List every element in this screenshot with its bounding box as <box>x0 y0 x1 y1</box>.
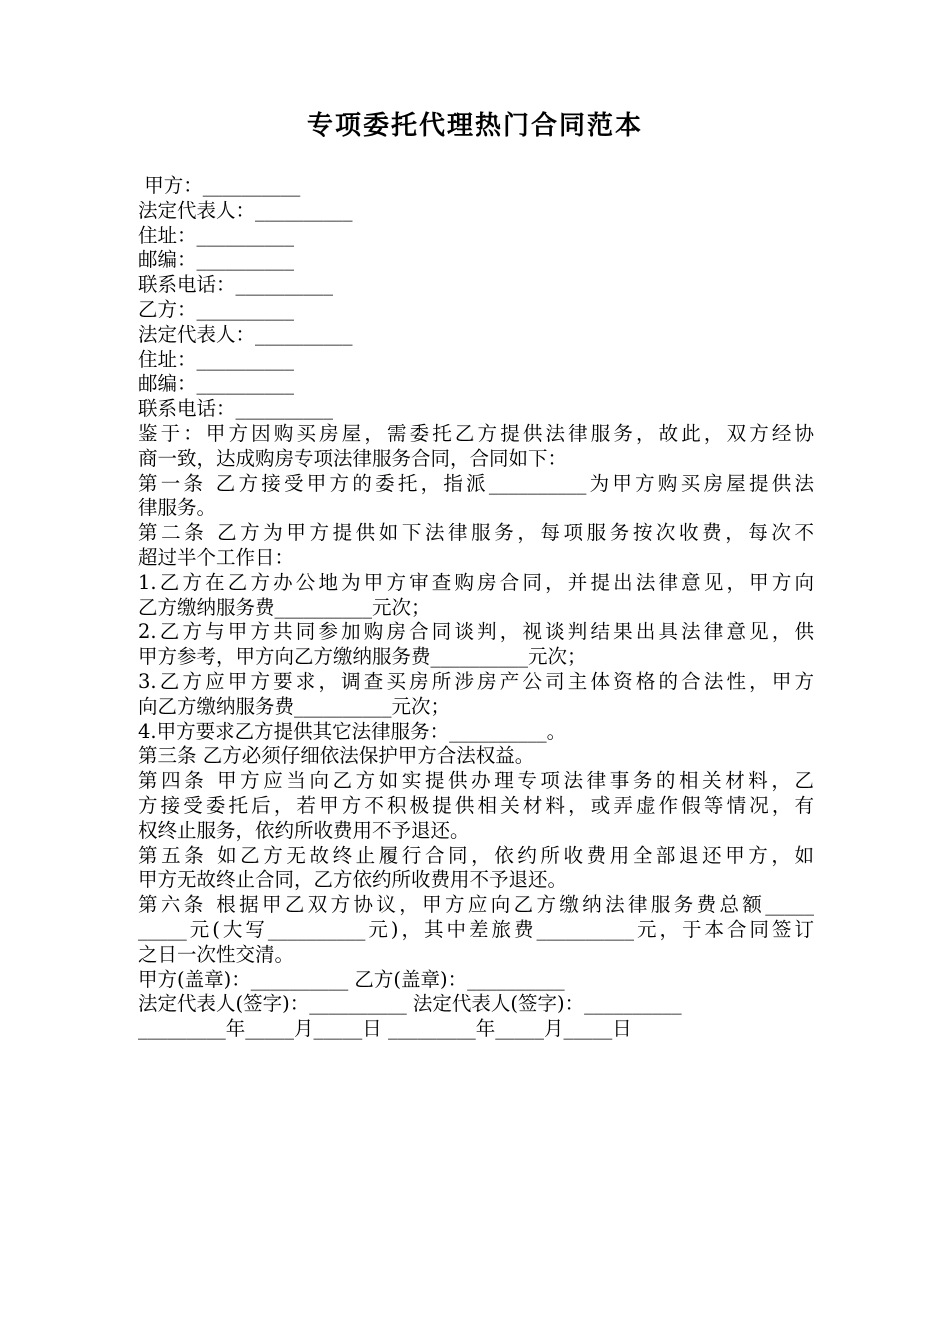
preamble-line: 鉴于：甲方因购买房屋，需委托乙方提供法律服务，故此，双方经协 <box>138 421 814 445</box>
service-4-line: 4.甲方要求乙方提供其它法律服务：__________。 <box>138 719 567 743</box>
article-5-line: 甲方无故终止合同，乙方依约所收费用不予退还。 <box>138 868 568 892</box>
party-b-phone: 联系电话：__________ <box>138 397 334 421</box>
party-b-postcode: 邮编：__________ <box>138 372 295 396</box>
preamble-line: 商一致，达成购房专项法律服务合同，合同如下： <box>138 446 568 470</box>
party-a-representative: 法定代表人：__________ <box>138 198 353 222</box>
service-1-line: 乙方缴纳服务费__________元次； <box>138 595 431 619</box>
signature-line: 法定代表人(签字)：__________ 法定代表人(签字)：__________ <box>138 992 682 1016</box>
article-4-line: 方接受委托后，若甲方不积极提供相关材料，或弄虚作假等情况，有 <box>138 793 814 817</box>
article-6-line: 之日一次性交清。 <box>138 942 295 966</box>
article-4-line: 第四条 甲方应当向乙方如实提供办理专项法律事务的相关材料，乙 <box>138 769 814 793</box>
contract-body <box>138 174 814 1042</box>
document-title: 专项委托代理热门合同范本 <box>306 111 643 141</box>
party-a-address: 住址：__________ <box>138 223 295 247</box>
party-a-name: 甲方：__________ <box>138 174 301 197</box>
article-1-line: 第一条 乙方接受甲方的委托，指派__________为甲方购买房屋提供法 <box>138 471 814 495</box>
party-b-address: 住址：__________ <box>138 347 295 371</box>
article-2-line: 超过半个工作日： <box>138 545 295 569</box>
service-1-line: 1.乙方在乙方办公地为甲方审查购房合同，并提出法律意见，甲方向 <box>138 570 814 594</box>
article-6-line: 第六条 根据甲乙双方协议，甲方应向乙方缴纳法律服务费总额_____ <box>138 893 814 917</box>
date-line: _________年_____月_____日 _________年_____月_____日 <box>138 1017 632 1041</box>
party-a-postcode: 邮编：__________ <box>138 248 295 272</box>
seal-line: 甲方(盖章)：__________ 乙方(盖章)：__________ <box>138 967 565 991</box>
article-4-line: 权终止服务，依约所收费用不予退还。 <box>138 818 470 842</box>
article-5-line: 第五条 如乙方无故终止履行合同，依约所收费用全部退还甲方，如 <box>138 843 814 867</box>
article-6-line: _____元(大写__________元)，其中差旅费__________元，于本合同签订 <box>138 917 814 941</box>
article-3-line: 第三条 乙方必须仔细依法保护甲方合法权益。 <box>138 744 535 768</box>
party-a-phone: 联系电话：__________ <box>138 273 334 297</box>
service-2-line: 2.乙方与甲方共同参加购房合同谈判，视谈判结果出具法律意见，供 <box>138 620 814 644</box>
party-b-name: 乙方：__________ <box>138 297 295 321</box>
service-3-line: 3.乙方应甲方要求，调查买房所涉房产公司主体资格的合法性，甲方 <box>138 669 814 693</box>
article-2-line: 第二条 乙方为甲方提供如下法律服务，每项服务按次收费，每次不 <box>138 521 814 545</box>
service-3-line: 向乙方缴纳服务费__________元次； <box>138 694 451 718</box>
article-1-line: 律服务。 <box>138 496 217 520</box>
service-2-line: 甲方参考，甲方向乙方缴纳服务费__________元次； <box>138 645 587 669</box>
party-b-representative: 法定代表人：__________ <box>138 322 353 346</box>
